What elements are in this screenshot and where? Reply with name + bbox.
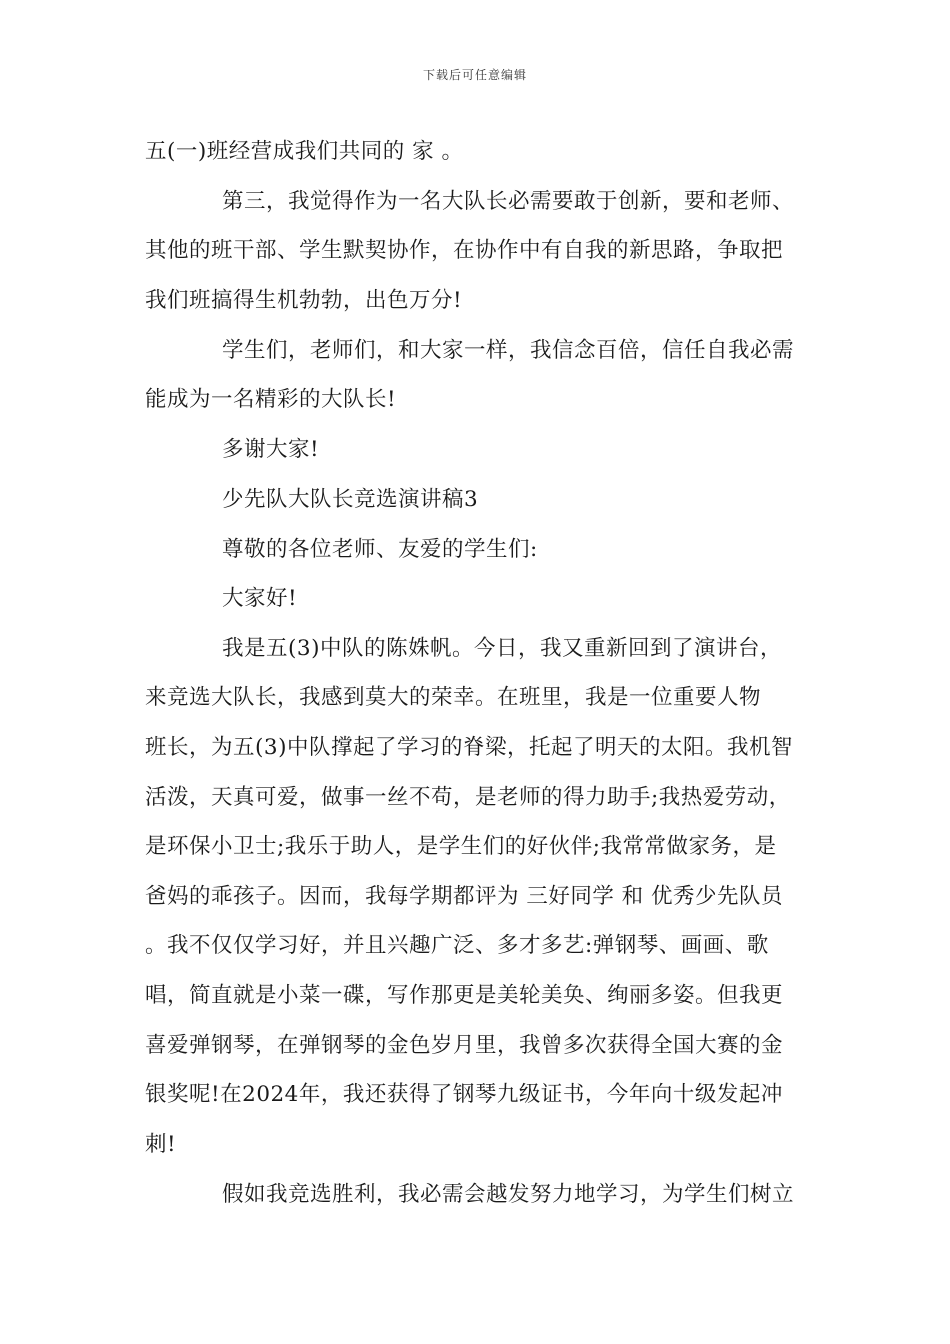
- text-line: 多谢大家!: [222, 437, 320, 462]
- text-line: 我是五(3)中队的陈姝帆。今日，我又重新回到了演讲台，: [222, 636, 782, 661]
- text-line: 第三，我觉得作为一名大队长必需要敢于创新，要和老师、: [222, 189, 795, 214]
- text-line: 大家好!: [222, 586, 298, 611]
- page-header: 下载后可任意编辑: [422, 68, 527, 82]
- text-line: 能成为一名精彩的大队长!: [145, 387, 397, 412]
- text-line: 班长，为五(3)中队撑起了学习的脊梁，托起了明天的太阳。我机智: [145, 735, 793, 760]
- text-line: 银奖呢!在2024年，我还获得了钢琴九级证书，今年向十级发起冲: [145, 1082, 783, 1107]
- text-line: 刺!: [145, 1132, 177, 1157]
- text-line: 假如我竞选胜利，我必需会越发努力地学习，为学生们树立: [222, 1182, 795, 1207]
- text-line: 是环保小卫士;我乐于助人，是学生们的好伙伴;我常常做家务，是: [145, 834, 777, 859]
- text-line: 学生们，老师们，和大家一样，我信念百倍，信任自我必需: [222, 338, 795, 363]
- text-line: 其他的班干部、学生默契协作，在协作中有自我的新思路，争取把: [145, 238, 784, 263]
- text-line: 尊敬的各位老师、友爱的学生们:: [222, 537, 538, 562]
- text-line: 我们班搞得生机勃勃，出色万分!: [145, 288, 463, 313]
- text-line: 爸妈的乖孩子。因而，我每学期都评为 三好同学 和 优秀少先队员: [145, 884, 784, 909]
- text-line: 唱，简直就是小菜一碟，写作那更是美轮美奂、绚丽多姿。但我更: [145, 983, 784, 1008]
- section-title: 少先队大队长竞选演讲稿3: [222, 487, 479, 512]
- text-line: 活泼，天真可爱，做事一丝不苟，是老师的得力助手;我热爱劳动，: [145, 785, 791, 810]
- text-line: 喜爱弹钢琴，在弹钢琴的金色岁月里，我曾多次获得全国大赛的金: [145, 1033, 784, 1058]
- text-line: 五(一)班经营成我们共同的 家 。: [145, 139, 464, 164]
- text-line: 来竞选大队长，我感到莫大的荣幸。在班里，我是一位重要人物: [145, 685, 762, 710]
- text-line: 。我不仅仅学习好，并且兴趣广泛、多才多艺:弹钢琴、画画、歌: [145, 933, 769, 958]
